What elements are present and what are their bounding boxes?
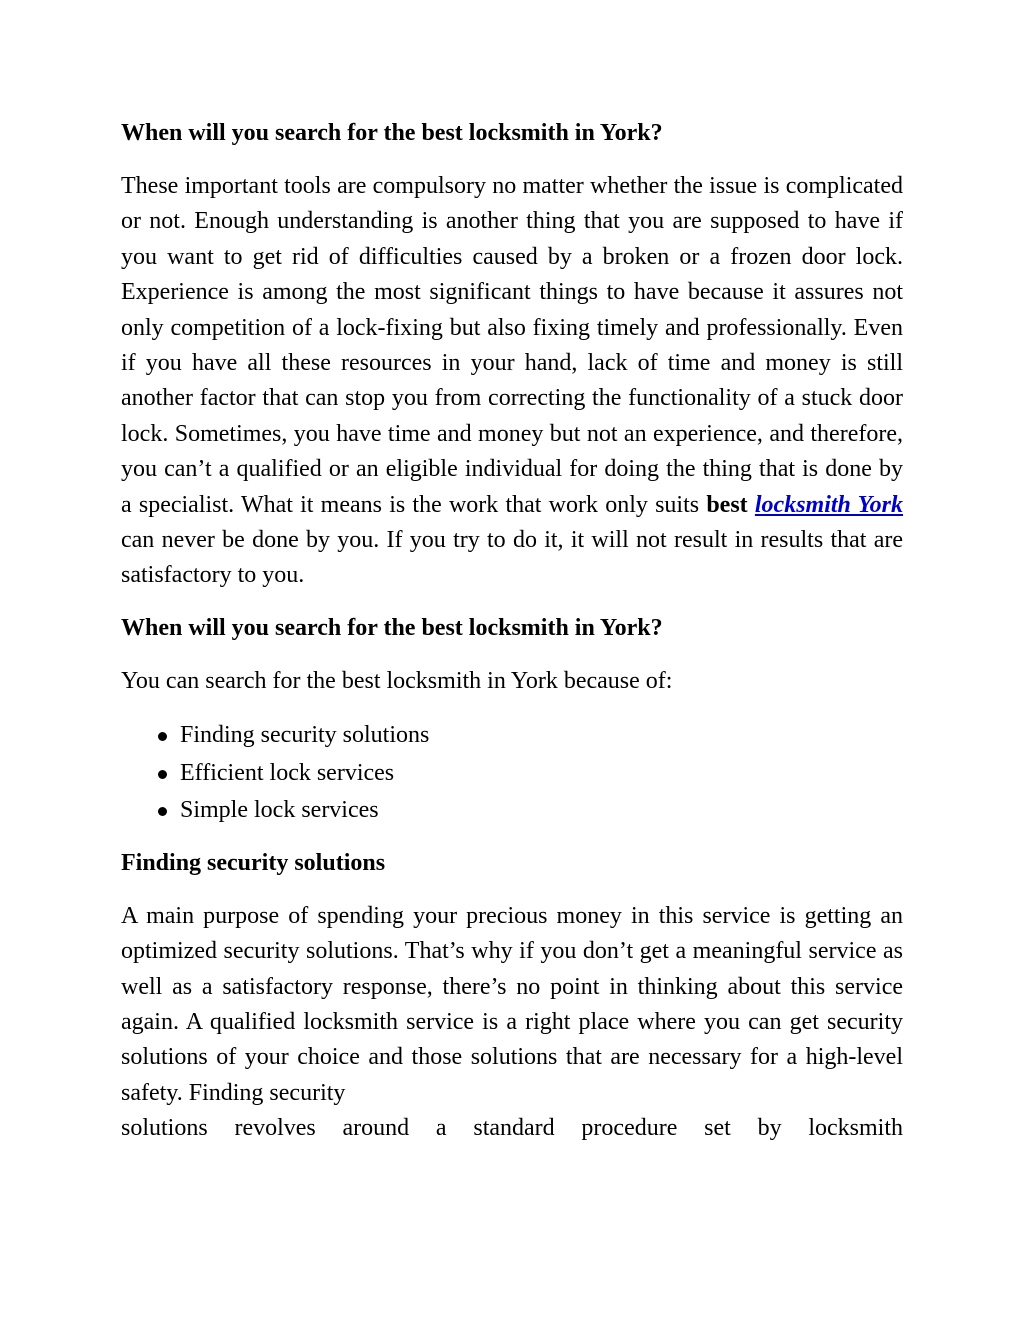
list-item xyxy=(121,755,903,793)
document-page xyxy=(121,116,903,1147)
section-heading-1: When will you search for the best locksmith in York? xyxy=(121,120,663,146)
list-item xyxy=(121,792,903,830)
paragraph-3: A main purpose of spending your precious money in this service is getting an optimized security solutions. That’s why if you don’t get a meaningful service as well as a satisfactory response, there’s no point in thinking about this service again. A qualified locksmith service is a right place where you can get security solutions of your choice and those solutions that are necessary for a high-level safety. Finding security xyxy=(121,902,903,1106)
list-item xyxy=(121,717,903,755)
list-item-label: Efficient lock services xyxy=(180,759,395,786)
bullet-dot-icon xyxy=(158,732,167,741)
paragraph-1-bold-word: best xyxy=(706,491,748,518)
section-heading-3: Finding security solutions xyxy=(121,849,386,876)
intro-paragraph-2: You can search for the best locksmith in York because of: xyxy=(121,667,673,694)
paragraph-1-text: These important tools are compulsory no matter whether the issue is complicated or not. Enough understanding is another thing that you are supposed to have if you want to get rid of difficulties caused by a broken or a frozen door lock. Experience is among the most significant things to have because it assures not only competition of a lock-fixing but also fixing timely and professionally. Even if you have all these resources in your hand, lack of time and money is still another factor that can stop you from correcting the functionality of a stuck door lock. Sometimes, you have time and money but not an experience, and therefore, you can’t a qualified or an eligible individual for doing the thing that is done by a specialist. What it means is the work that work only suits xyxy=(121,173,903,518)
locksmith-york-link[interactable]: locksmith York xyxy=(754,491,904,518)
paragraph-1-tail: can never be done by you. If you try to do it, it will not result in results that are satisfactory to you. xyxy=(121,527,903,589)
paragraph-3-last-line: solutions revolves around a standard procedure set by locksmith xyxy=(121,1115,903,1142)
section-heading-2: When will you search for the best locksmith in York? xyxy=(121,614,663,641)
paragraph-1 xyxy=(121,169,903,594)
list-item-label: Finding security solutions xyxy=(180,722,430,749)
list-item-label: Simple lock services xyxy=(180,797,379,824)
reasons-list xyxy=(121,717,903,830)
bullet-dot-icon xyxy=(158,807,167,816)
bullet-dot-icon xyxy=(158,770,167,779)
